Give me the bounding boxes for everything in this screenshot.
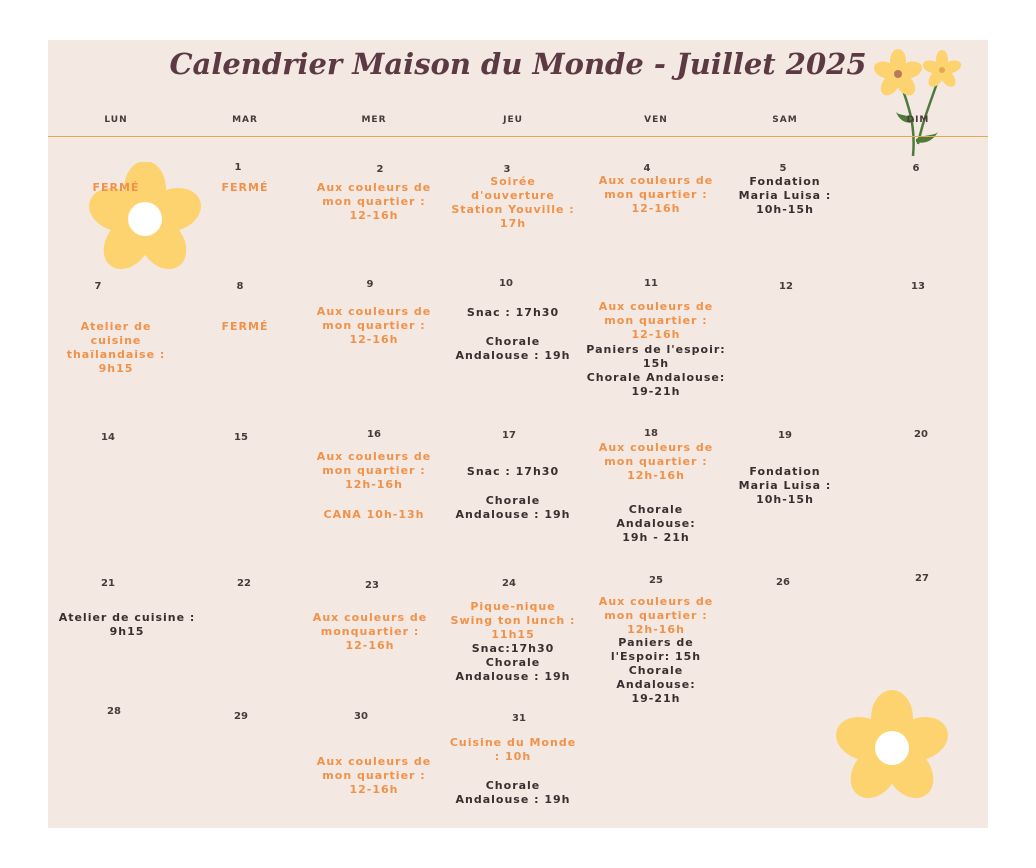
- event-line: mon quartier :: [322, 319, 426, 332]
- event-line: Andalouse : 19h: [455, 508, 571, 521]
- event-text: [313, 611, 427, 653]
- event-line: Fondation: [749, 465, 821, 478]
- day-number: 3: [503, 164, 511, 175]
- day-number: 22: [237, 578, 251, 589]
- event-text: [599, 300, 713, 342]
- event-line: Chorale: [628, 664, 684, 677]
- event-text: [317, 450, 431, 492]
- event-text: [451, 175, 574, 231]
- event-line: Chorale: [485, 335, 541, 348]
- event-line: 12h-16h: [627, 623, 685, 636]
- event-line: Andalouse : 19h: [455, 670, 571, 683]
- event-line: 12-16h: [349, 333, 399, 346]
- event-line: Aux couleurs de: [316, 755, 432, 768]
- event-line: Cuisine du Monde: [449, 736, 577, 749]
- event-line: Andalouse:: [616, 678, 696, 691]
- event-line: cuisine: [90, 334, 142, 347]
- weekday-header: MAR: [232, 115, 258, 125]
- day-number: 7: [94, 281, 102, 292]
- weekday-header: LUN: [104, 115, 128, 125]
- event-line: Aux couleurs de: [316, 181, 432, 194]
- day-number: 16: [367, 429, 381, 440]
- event-line: Snac:17h30: [471, 642, 555, 655]
- event-line: mon quartier :: [322, 464, 426, 477]
- event-line: 19h - 21h: [622, 531, 690, 544]
- event-line: 19-21h: [631, 385, 681, 398]
- event-line: mon quartier :: [322, 769, 426, 782]
- event-text: [67, 320, 166, 376]
- day-number: 24: [502, 578, 516, 589]
- event-text: [222, 320, 269, 334]
- event-line: Atelier de cuisine :: [58, 611, 196, 624]
- event-line: 12-16h: [349, 209, 399, 222]
- event-line: FERMÉ: [92, 181, 140, 194]
- event-text: [599, 595, 713, 637]
- flower-branch-icon: [868, 44, 968, 164]
- event-line: Chorale: [485, 656, 541, 669]
- event-text: [93, 181, 140, 195]
- event-text: [455, 335, 570, 363]
- event-text: [317, 305, 431, 347]
- event-line: 12-16h: [631, 328, 681, 341]
- event-text: [450, 736, 576, 764]
- flower-icon: [85, 162, 205, 282]
- event-text: [455, 779, 570, 807]
- event-line: mon quartier :: [604, 314, 708, 327]
- day-number: 21: [101, 578, 115, 589]
- day-number: 19: [778, 430, 792, 441]
- event-line: d'ouverture: [471, 189, 555, 202]
- event-line: Chorale: [628, 503, 684, 516]
- event-text: [611, 636, 701, 706]
- event-line: 11h15: [491, 628, 535, 641]
- event-line: FERMÉ: [221, 181, 269, 194]
- event-line: Station Youville :: [451, 203, 575, 216]
- event-line: 12h-16h: [627, 469, 685, 482]
- weekday-header: VEN: [644, 115, 668, 125]
- event-line: Maria Luisa :: [738, 189, 832, 202]
- event-line: Andalouse : 19h: [455, 349, 571, 362]
- event-line: 12-16h: [349, 783, 399, 796]
- event-line: monquartier :: [320, 625, 420, 638]
- day-number: 12: [779, 281, 793, 292]
- event-line: 12-16h: [345, 639, 395, 652]
- day-number: 5: [779, 163, 787, 174]
- event-text: [317, 181, 431, 223]
- day-number: 18: [644, 428, 658, 439]
- event-line: Atelier de: [80, 320, 152, 333]
- event-line: Andalouse:: [616, 517, 696, 530]
- event-line: Aux couleurs de: [316, 450, 432, 463]
- day-number: 28: [107, 706, 121, 717]
- event-line: 15h: [642, 357, 670, 370]
- header-divider: [48, 136, 988, 137]
- event-text: [739, 175, 832, 217]
- event-line: Pique-nique: [470, 600, 556, 613]
- event-line: : 10h: [494, 750, 532, 763]
- event-text: [599, 174, 713, 216]
- event-line: thaïlandaise :: [66, 348, 166, 361]
- day-number: 4: [643, 163, 651, 174]
- event-line: 12h-16h: [345, 478, 403, 491]
- day-number: 23: [365, 580, 379, 591]
- event-line: mon quartier :: [604, 188, 708, 201]
- day-number: 27: [915, 573, 929, 584]
- event-line: 9h15: [98, 362, 134, 375]
- event-text: [599, 441, 713, 483]
- event-line: Aux couleurs de: [598, 174, 714, 187]
- event-line: FERMÉ: [221, 320, 269, 333]
- event-line: Aux couleurs de: [598, 441, 714, 454]
- event-text: [455, 642, 570, 684]
- flower-icon: [832, 690, 952, 810]
- event-text: [451, 600, 576, 642]
- day-number: 20: [914, 429, 928, 440]
- event-line: Aux couleurs de: [316, 305, 432, 318]
- event-line: Swing ton lunch :: [450, 614, 576, 627]
- event-line: 12-16h: [631, 202, 681, 215]
- event-text: [455, 494, 570, 522]
- event-text: [616, 503, 695, 545]
- event-text: [467, 306, 559, 320]
- day-number: 26: [776, 577, 790, 588]
- day-number: 8: [236, 281, 244, 292]
- weekday-header: JEU: [503, 115, 523, 125]
- event-line: mon quartier :: [604, 455, 708, 468]
- event-line: Snac : 17h30: [466, 306, 560, 319]
- day-number: 6: [912, 163, 920, 174]
- day-number: 13: [911, 281, 925, 292]
- event-line: Paniers de: [618, 636, 694, 649]
- event-line: Chorale: [485, 779, 541, 792]
- event-line: Maria Luisa :: [738, 479, 832, 492]
- day-number: 10: [499, 278, 513, 289]
- event-text: [324, 508, 425, 522]
- event-text: [222, 181, 269, 195]
- event-line: 19-21h: [631, 692, 681, 705]
- event-line: Chorale: [485, 494, 541, 507]
- event-line: l'Espoir: 15h: [610, 650, 702, 663]
- event-line: 17h: [499, 217, 527, 230]
- day-number: 31: [512, 713, 526, 724]
- weekday-header: MER: [361, 115, 387, 125]
- day-number: 2: [376, 164, 384, 175]
- event-line: Snac : 17h30: [466, 465, 560, 478]
- event-text: [467, 465, 559, 479]
- event-line: Fondation: [749, 175, 821, 188]
- day-number: 9: [366, 279, 374, 290]
- day-number: 14: [101, 432, 115, 443]
- event-line: mon quartier :: [604, 609, 708, 622]
- event-line: Aux couleurs de: [598, 300, 714, 313]
- weekday-header: DIM: [906, 115, 930, 125]
- day-number: 25: [649, 575, 663, 586]
- day-number: 1: [234, 162, 242, 173]
- event-text: [317, 755, 431, 797]
- event-line: 10h-15h: [756, 493, 814, 506]
- event-text: [739, 465, 832, 507]
- day-number: 29: [234, 711, 248, 722]
- event-text: [59, 611, 196, 639]
- weekday-header: SAM: [772, 115, 798, 125]
- event-text: [586, 343, 725, 399]
- event-line: Chorale Andalouse:: [586, 371, 726, 384]
- day-number: 30: [354, 711, 368, 722]
- day-number: 15: [234, 432, 248, 443]
- event-line: mon quartier :: [322, 195, 426, 208]
- event-line: 9h15: [109, 625, 145, 638]
- event-line: Andalouse : 19h: [455, 793, 571, 806]
- event-line: Soirée: [490, 175, 536, 188]
- calendar-title: Calendrier Maison du Monde - Juillet 2025: [169, 47, 867, 81]
- day-number: 17: [502, 430, 516, 441]
- event-line: Aux couleurs de: [598, 595, 714, 608]
- event-line: 10h-15h: [756, 203, 814, 216]
- event-line: Paniers de l'espoir:: [586, 343, 726, 356]
- event-line: CANA 10h-13h: [323, 508, 425, 521]
- event-line: Aux couleurs de: [312, 611, 428, 624]
- day-number: 11: [644, 278, 658, 289]
